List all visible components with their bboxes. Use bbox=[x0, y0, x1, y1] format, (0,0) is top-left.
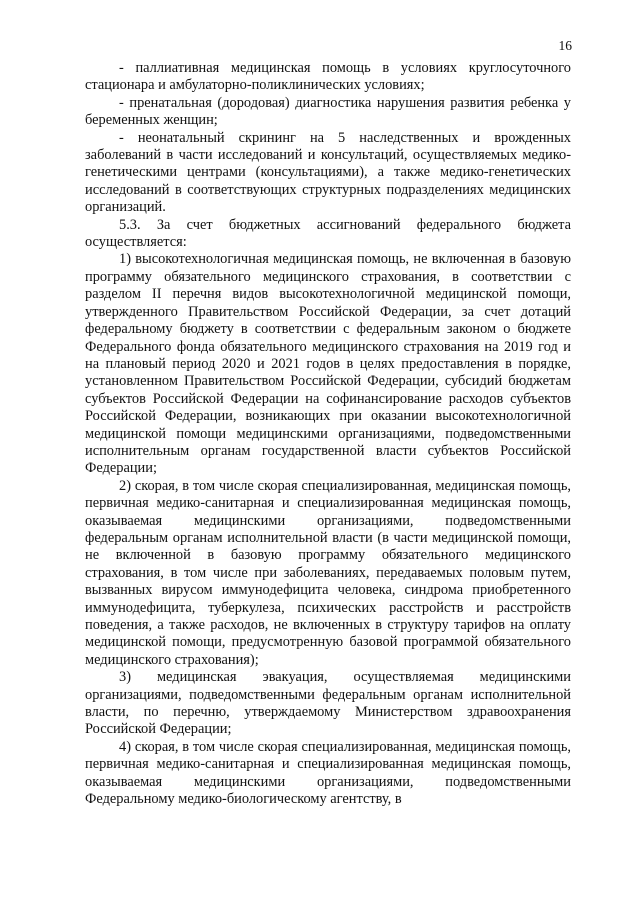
document-body bbox=[85, 60, 571, 808]
paragraph-item-1-high-tech-care: 1) высокотехнологичная медицинская помощь, не включенная в базовую программу обязательного медицинского страхования, в соответствии с разделом II перечня видов высокотехнологичной медицинской помощи, утвержденного Правительством Российской Федерации, за счет дотаций федеральному бюджету в соответствии с федеральным законом о бюджете Федерального фонда обязательного медицинского страхования на 2019 год и на плановый период 2020 и 2021 годов в целях предоставления в порядке, установленном Правительством Российской Федерации, субсидий бюджетам субъектов Российской Федерации на софинансирование расходов субъектов Российской Федерации, возникающих при оказании высокотехнологичной медицинской помощи медицинскими организациями, подведомственными исполнительным органам государственной власти субъектов Российской Федерации; bbox=[85, 251, 571, 477]
page-number: 16 bbox=[558, 38, 572, 53]
paragraph-item-3-medical-evacuation: 3) медицинская эвакуация, осуществляемая медицинскими организациями, подведомственными федеральным органам исполнительной власти, по перечню, утверждаемому Министерством здравоохранения Российской Федерации; bbox=[85, 669, 571, 738]
paragraph-item-2-emergency-care: 2) скорая, в том числе скорая специализированная, медицинская помощь, первичная медико-санитарная и специализированная медицинская помощь, оказываемая медицинскими организациями, подведомственными федеральным органам исполнительной власти (в части медицинской помощи, не включенной в базовую программу обязательного медицинского страхования, в том числе при заболеваниях, передаваемых половым путем, вызванных вирусом иммунодефицита человека, синдрома приобретенного иммунодефицита, туберкулеза, психических расстройств и расстройств поведения, а также расходов, не включенных в структуру тарифов на оплату медицинской помощи, предусмотренную базовой программой обязательного медицинского страхования); bbox=[85, 477, 571, 668]
paragraph-prenatal-diagnostics: - пренатальная (дородовая) диагностика нарушения развития ребенка у беременных женщин; bbox=[85, 94, 571, 129]
paragraph-neonatal-screening: - неонатальный скрининг на 5 наследственных и врожденных заболеваний в части исследований и консультаций, осуществляемых медико-генетическими центрами (консультациями), а также медико-генетических исследований в соответствующих структурных подразделениях медицинских организаций. bbox=[85, 129, 571, 216]
paragraph-palliative-care: - паллиативная медицинская помощь в условиях круглосуточного стационара и амбулаторно-поликлинических условиях; bbox=[85, 60, 571, 94]
paragraph-section-5-3: 5.3. За счет бюджетных ассигнований федерального бюджета осуществляется: bbox=[85, 216, 571, 251]
paragraph-item-4-fmba-care: 4) скорая, в том числе скорая специализированная, медицинская помощь, первичная медико-санитарная и специализированная медицинская помощь, оказываемая медицинскими организациями, подведомственными Федеральному медико-биологическому агентству, в bbox=[85, 738, 571, 808]
